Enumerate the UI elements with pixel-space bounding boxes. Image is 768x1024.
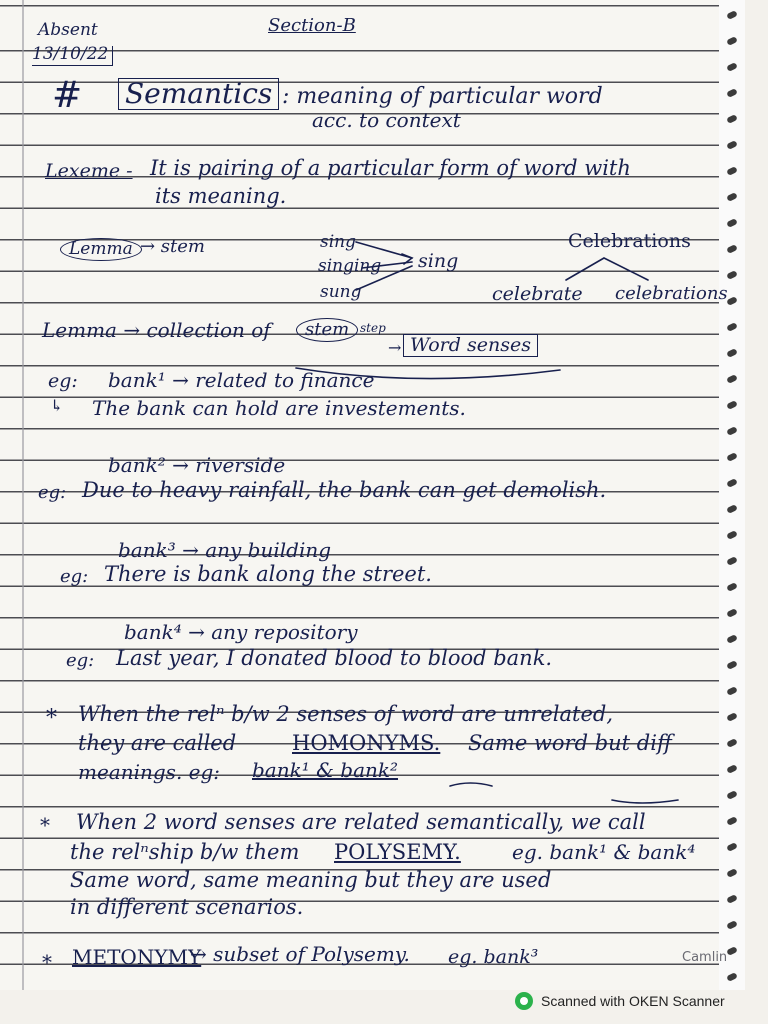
metonymy-definition: → subset of Polysemy. xyxy=(190,942,410,966)
homonyms-term: HOMONYMS. xyxy=(292,731,441,755)
example-bank3: There is bank along the street. xyxy=(104,562,432,586)
scanner-footer xyxy=(515,990,725,1012)
homonyms-line2-post: Same word but diff xyxy=(468,731,672,755)
form-sing: sing xyxy=(320,232,356,252)
polysemy-line3: Same word, same meaning but they are used xyxy=(70,868,552,892)
example-bank1: The bank can hold are investements. xyxy=(92,396,466,420)
form-singing: singing xyxy=(318,256,382,276)
notebook-brand: Camlin xyxy=(682,950,728,965)
polysemy-line4: in different scenarios. xyxy=(70,895,304,919)
word-senses-arrow: → xyxy=(388,338,402,357)
note-bullet: * xyxy=(46,706,57,731)
lexeme-definition-line2: its meaning. xyxy=(155,184,287,208)
scanner-watermark-text: Scanned with OKEN Scanner xyxy=(541,993,725,1009)
form-celebrate: celebrate xyxy=(492,283,583,305)
lemma-definition: Lemma → collection of xyxy=(42,318,271,342)
sense-bank2: bank² → riverside xyxy=(108,453,286,477)
scanner-logo-icon xyxy=(515,992,533,1010)
squiggle-mark xyxy=(612,800,678,803)
stem-oval-label: stem xyxy=(296,318,358,342)
example-prefix: eg: xyxy=(66,650,95,671)
lexeme-term: Lexeme - xyxy=(45,160,133,182)
form-celebrations: celebrations xyxy=(615,283,728,304)
example-prefix: eg: xyxy=(38,482,67,503)
sense-bank1: bank¹ → related to finance xyxy=(108,368,375,392)
example-prefix: eg: xyxy=(48,370,78,392)
lemma-stem-arrow: → stem xyxy=(140,236,205,257)
sense-bank4: bank⁴ → any repository xyxy=(124,620,358,644)
note-bullet: * xyxy=(40,813,50,837)
word-senses-link-curve xyxy=(296,368,560,379)
celebrations-root: Celebrations xyxy=(568,230,691,252)
polysemy-line1: When 2 word senses are related semantically, we call xyxy=(76,810,646,834)
example-arrow-icon: ↳ xyxy=(50,396,64,415)
form-sung: sung xyxy=(320,282,362,302)
lexeme-definition-line1: It is pairing of a particular form of word with xyxy=(150,156,631,180)
example-bank4: Last year, I donated blood to blood bank. xyxy=(116,646,553,670)
semantics-definition-line1: : meaning of particular word xyxy=(282,84,603,109)
example-bank2: Due to heavy rainfall, the bank can get demolish. xyxy=(82,478,607,502)
convergence-arrow-lines xyxy=(356,242,412,290)
homonyms-squiggle xyxy=(450,783,492,786)
metonymy-term: METONYMY xyxy=(72,945,202,969)
note-bullet: * xyxy=(42,950,52,974)
polysemy-line2-post: eg. bank¹ & bank⁴ xyxy=(512,840,696,864)
celebrations-branch-lines xyxy=(566,258,648,280)
example-prefix: eg: xyxy=(60,566,89,587)
semantics-definition-line2: acc. to context xyxy=(312,108,461,132)
polysemy-line2-pre: the relⁿship b/w them xyxy=(70,840,300,864)
note-date: 13/10/22 xyxy=(32,46,113,66)
homonyms-example: bank¹ & bank² xyxy=(252,758,399,782)
homonyms-line3-pre: meanings. eg: xyxy=(78,760,221,784)
homonyms-line1: When the relⁿ b/w 2 senses of word are unrelated, xyxy=(78,702,614,726)
attendance-status: Absent xyxy=(38,20,98,40)
polysemy-term: POLYSEMY. xyxy=(334,840,461,864)
lemma-oval-label: Lemma xyxy=(60,238,142,261)
word-senses-box: Word senses xyxy=(403,334,538,357)
hash-marker: # xyxy=(52,75,83,116)
step-note: step xyxy=(360,321,386,335)
semantics-title: Semantics xyxy=(118,78,279,110)
homonyms-line2-pre: they are called xyxy=(78,731,237,755)
base-form-sing: sing xyxy=(418,250,459,272)
metonymy-example: eg. bank³ xyxy=(448,946,539,968)
section-label: Section-B xyxy=(268,15,356,36)
sense-bank3: bank³ → any building xyxy=(118,538,332,562)
